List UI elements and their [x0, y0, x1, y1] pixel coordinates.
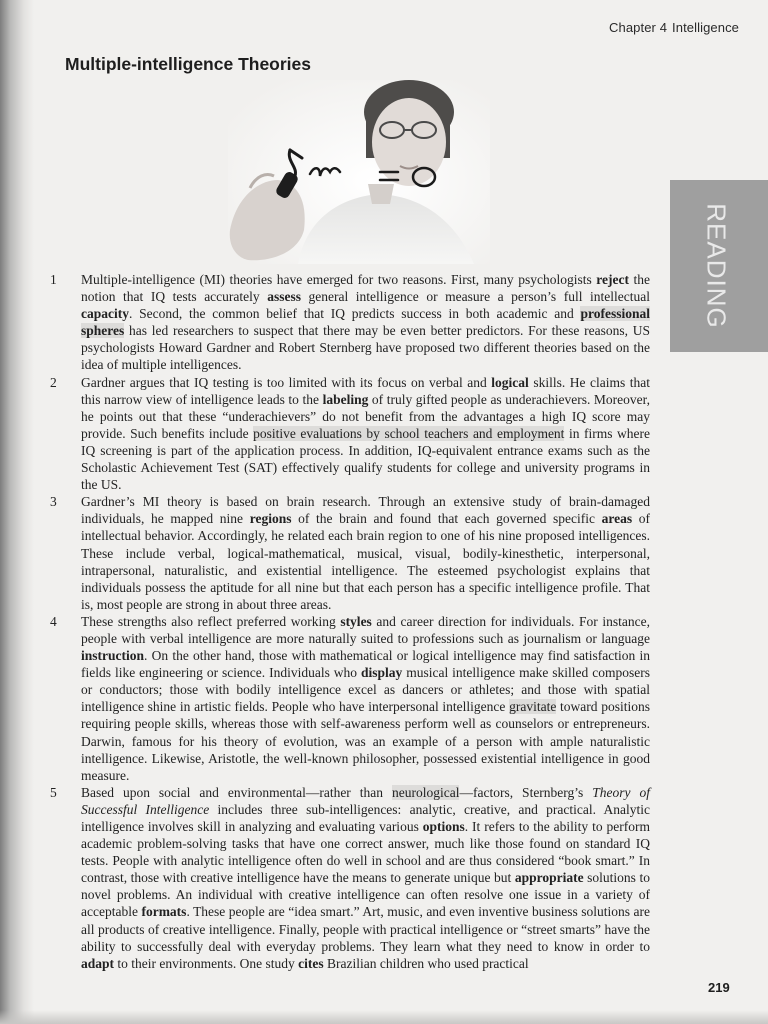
paragraph-text: . It refers to the ability to perform academic problem-solving tasks that have one correct answer, much like those found on standard IQ tests. People with analytic intelligence often do well in school and are thus considered “book smart.” In contrast, those with creative intelligence have the means to generate unique but — [81, 819, 650, 886]
paragraph-text: Gardner’s MI theory is based on brain research. Through an extensive study of brain-damaged individuals, he mapped nine — [81, 494, 650, 527]
key-vocabulary-term: capacity — [81, 306, 129, 322]
paragraph-text: skills. He claims that this narrow view of intelligence leads to the — [81, 374, 651, 407]
key-vocabulary-term: formats — [141, 904, 187, 920]
paragraph-text: —factors, Sternberg’s — [459, 784, 593, 800]
paragraph-text: the notion that IQ tests accurately — [81, 272, 650, 305]
chapter-label: Chapter 4 — [609, 20, 668, 35]
page-number: 219 — [708, 980, 730, 995]
paragraph-4 — [50, 613, 650, 784]
key-vocabulary-term: labeling — [322, 391, 369, 407]
chapter-topic: Intelligence — [672, 20, 739, 35]
key-vocabulary-term: reject — [596, 272, 629, 287]
paragraph-text: general intelligence or measure a person’s full intellectual — [300, 289, 650, 305]
paragraph-number: 4 — [50, 613, 57, 629]
italic-title: Theory of Successful Intelligence — [81, 784, 650, 817]
paragraph-text: gravitate — [509, 699, 557, 715]
paragraph-number: 3 — [50, 494, 57, 510]
paragraph-text: Brazilian children who used practical — [323, 955, 529, 971]
paragraph-number: 1 — [50, 272, 57, 287]
paragraph-3 — [50, 493, 650, 613]
paragraph-text: positive evaluations by school teachers and employment — [253, 425, 565, 441]
key-vocabulary-term: assess — [267, 289, 301, 305]
section-title: Multiple-intelligence Theories — [65, 54, 312, 74]
paragraph-text: of truly gifted people as underachievers. Moreover, he points out that these “underachievers” do not benefit from the advantages a high IQ score may provide. Such benefits include — [81, 391, 650, 441]
paragraph-text: solutions to novel problems. An individual with creative intelligence can often resolve one issue in a variety of acceptable — [81, 870, 650, 920]
paragraph-text: These strengths also reflect preferred working — [81, 613, 341, 629]
key-vocabulary-term: display — [361, 665, 403, 681]
reading-side-tab — [670, 180, 768, 352]
paragraph-text: toward positions requiring people skills, whereas those with self-awareness perform well as counselors or entrepreneurs. Darwin, famous for his theory of evolution, was an example of a person with ample naturalistic intelligence. Likewise, Aristotle, the well-known philosopher, possessed existential intelligence in good measure. — [81, 699, 650, 783]
paragraph-text: of intellectual behavior. Accordingly, he related each brain region to one of his nine proposed intelligences. These include verbal, logical-mathematical, musical, visual, bodily-kinesthetic, interpersonal, intrapersonal, naturalistic, and existential intelligence. The esteemed psychologist explains that individuals possess the aptitude for all nine but that each person has a specific intelligence profile. That is, most people are strong in about three areas. — [81, 511, 651, 612]
book-binding-shadow — [0, 0, 34, 1024]
paragraph-text: Gardner argues that IQ testing is too limited with its focus on verbal and — [81, 374, 492, 390]
paragraph-1 — [50, 271, 650, 374]
reading-tab-label: READING — [701, 203, 732, 329]
key-vocabulary-term: styles — [340, 613, 372, 629]
paragraph-text: Multiple-intelligence (MI) theories have emerged for two reasons. First, many psychologists — [81, 272, 597, 287]
paragraph-text: has led researchers to suspect that there may be even better predictors. For these reasons, US psychologists Howard Gardner and Robert Sternberg have proposed two different theories based on the idea of multiple intelligences. — [81, 323, 650, 373]
photo-illustration — [228, 80, 490, 264]
paragraph-text: neurological — [392, 784, 460, 800]
paragraph-text: . On the other hand, those with mathematical or logical intelligence may find satisfaction in fields like engineering or science. Individuals who — [81, 648, 650, 681]
article-body — [50, 271, 650, 972]
paragraph-text: in firms where IQ screening is part of the application process. In addition, IQ-equivalent entrance exams such as the Scholastic Achievement Test (SAT) effectively qualify students for college and university programs in the US. — [81, 425, 650, 493]
key-vocabulary-term: professional spheres — [81, 306, 650, 339]
paragraph-5 — [50, 784, 650, 972]
paragraph-text: includes three sub-intelligences: analytic, creative, and practical. Analytic intelligence involves skill in analyzing and evaluating various — [81, 801, 651, 834]
running-header — [609, 20, 739, 35]
key-vocabulary-term: areas — [601, 511, 633, 527]
paragraph-text: . Second, the common belief that IQ predicts success in both academic and — [129, 306, 581, 322]
key-vocabulary-term: options — [422, 819, 465, 834]
key-vocabulary-term: regions — [249, 511, 292, 527]
page-bottom-shadow — [0, 1010, 768, 1024]
paragraph-text: musical intelligence make skilled composers or conductors; those with bodily intelligence excel as dancers or athletes; and those with spatial intelligence shine in artistic fields. People who have interpersonal intelligence — [81, 665, 650, 715]
key-vocabulary-term: cites — [298, 955, 324, 971]
key-vocabulary-term: logical — [491, 374, 529, 390]
paragraph-number: 2 — [50, 374, 57, 390]
paragraph-text: . These people are “idea smart.” Art, music, and even inventive business solutions are all products of creative intelligence. Finally, people with practical intelligence or “street smarts” have the ability to successfully deal with everyday problems. They learn what they need to know in order to — [81, 904, 650, 954]
paragraph-2 — [50, 374, 650, 494]
key-vocabulary-term: adapt — [81, 955, 115, 971]
paragraph-number: 5 — [50, 784, 57, 800]
key-vocabulary-term: appropriate — [514, 870, 584, 886]
paragraph-text: Based upon social and environmental—rather than — [81, 784, 392, 800]
paragraph-text: to their environments. One study — [114, 955, 299, 971]
paragraph-text: and career direction for individuals. For instance, people with verbal intelligence are more naturally suited to professions such as journalism or language — [81, 613, 650, 646]
photo-person-writing-formula — [228, 80, 490, 264]
key-vocabulary-term: instruction — [81, 648, 145, 664]
paragraph-text: of the brain and found that each governed specific — [291, 511, 602, 527]
